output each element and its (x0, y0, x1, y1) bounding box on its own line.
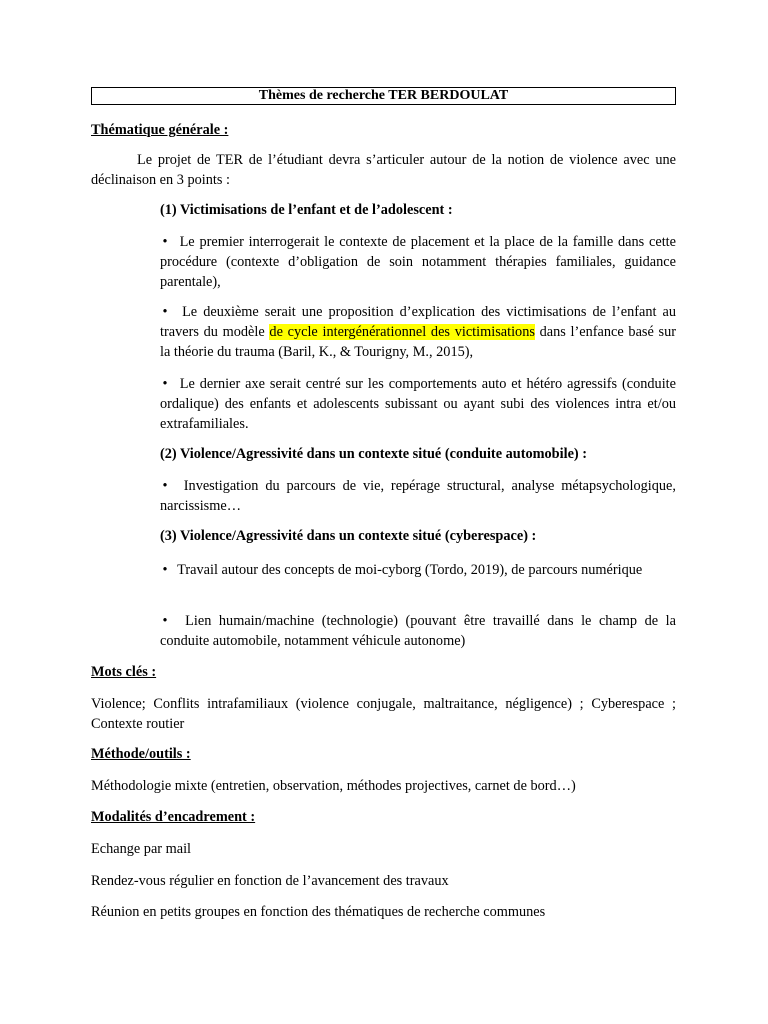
supervision-line-1: Echange par mail (91, 841, 192, 857)
bullet-text: Le dernier axe serait centré sur les comportements auto et hétéro agressifs (conduite ordalique) des enfants et adolescents subissant ou ayant subi des violences intra et/ou extrafamiliales. (160, 376, 676, 432)
keywords-heading: Mots clés : (91, 664, 157, 680)
axis-3-bullet-2 (160, 611, 676, 651)
bullet-icon: • (162, 478, 168, 494)
axis-3-heading: (3) Violence/Agressivité dans un contexte situé (cyberespace) : (160, 528, 537, 544)
bullet-icon: • (162, 562, 168, 578)
document-title: Thèmes de recherche TER BERDOULAT (91, 87, 676, 105)
bullet-text: Lien humain/machine (technologie) (pouvant être travaillé dans le champ de la conduite automobile, notamment véhicule autonome) (160, 613, 677, 649)
axis-3-bullet-1 (160, 560, 676, 580)
method-text: Méthodologie mixte (entretien, observation, méthodes projectives, carnet de bord…) (91, 778, 576, 794)
general-heading: Thématique générale : (91, 122, 229, 138)
axis-1-bullet-2 (160, 302, 676, 362)
bullet-icon: • (162, 613, 168, 629)
axis-2-heading: (2) Violence/Agressivité dans un contexte situé (conduite automobile) : (160, 446, 588, 462)
bullet-icon: • (162, 234, 168, 250)
keywords-text: Violence; Conflits intrafamiliaux (violence conjugale, maltraitance, négligence) ; Cyberespace ; Contexte routier (91, 696, 676, 732)
method-heading: Méthode/outils : (91, 746, 191, 762)
axis-1-bullet-1 (160, 232, 676, 292)
supervision-heading: Modalités d’encadrement : (91, 809, 256, 825)
bullet-text: Le premier interrogerait le contexte de placement et la place de la famille dans cette procédure (contexte d’obligation de soin notamment thérapies familiales, guidance parentale), (160, 234, 676, 290)
bullet-text: Travail autour des concepts de moi-cyborg (Tordo, 2019), de parcours numérique (177, 562, 643, 578)
intro-paragraph: Le projet de TER de l’étudiant devra s’articuler autour de la notion de violence avec une déclinaison en 3 points : (91, 152, 676, 188)
bullet-text-after: dans l’enfance basé sur la théorie du trauma (Baril, K., & Tourigny, M., 2015), (160, 324, 677, 360)
axis-1-heading: (1) Victimisations de l’enfant et de l’adolescent : (160, 202, 453, 218)
bullet-text: Investigation du parcours de vie, repérage structural, analyse métapsychologique, narcissisme… (160, 478, 676, 514)
bullet-icon: • (162, 376, 168, 392)
bullet-icon: • (162, 304, 168, 320)
highlighted-text: de cycle intergénérationnel des victimisations (269, 324, 535, 340)
axis-1-bullet-3 (160, 374, 676, 434)
supervision-line-2: Rendez-vous régulier en fonction de l’avancement des travaux (91, 873, 449, 889)
axis-2-bullet-1 (160, 476, 676, 516)
bullet-text-before: Le deuxième serait une proposition d’explication des victimisations de l’enfant au travers du modèle (160, 304, 676, 340)
supervision-line-3: Réunion en petits groupes en fonction des thématiques de recherche communes (91, 904, 546, 920)
